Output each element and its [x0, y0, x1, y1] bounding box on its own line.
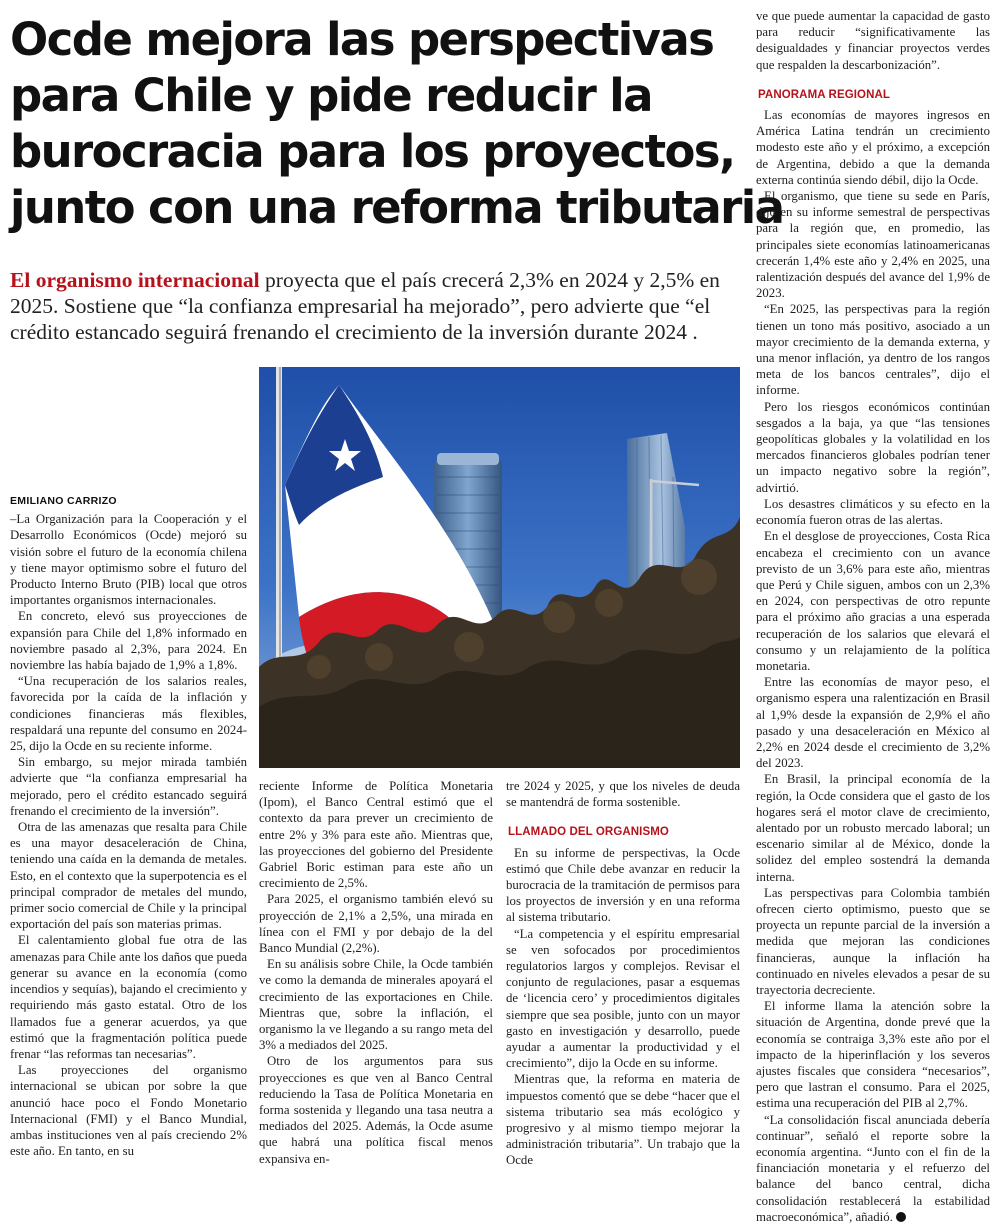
byline: EMILIANO CARRIZO	[10, 495, 117, 507]
body-paragraph: Mientras que, la reforma en materia de impuestos comentó que se debe “hacer que el sistema tributario sea más ecológico y progresivo y al mismo tiempo mejorar la administración tributaria”. Un trabajo que la Ocde	[506, 1072, 740, 1168]
body-paragraph: Los desastres climáticos y su efecto en la economía fueron otras de las alertas.	[756, 496, 990, 528]
headline-line: burocracia para los proyectos,	[10, 125, 735, 178]
headline-line: junto con una reforma tributaria	[10, 181, 784, 234]
body-paragraph: En el desglose de proyecciones, Costa Rica encabeza el crecimiento con un avance previsto de un 3,6% para este año, mientras que Perú y Chile siguen, ambos con un 2,3% en 2024, con perspectivas de otro repunte para el próximo año gracias a una esperada recuperación de los salarios que elevará el consumo y un relajamiento de la política monetaria.	[756, 529, 990, 673]
body-paragraph: Las economías de mayores ingresos en América Latina tendrán un crecimiento modesto este año y el próximo, a excepción de Argentina, debido a que la demanda externa continúa siendo débil, dijo la Ocde.	[756, 108, 990, 187]
lead-paragraph	[10, 267, 755, 345]
headline-line: para Chile y pide reducir la	[10, 69, 652, 122]
body-paragraph: tre 2024 y 2025, y que los niveles de deuda se mantendrá de forma sostenible.	[506, 779, 740, 810]
body-paragraph: ve que puede aumentar la capacidad de gasto para reducir “significativamente las desigualdades y financiar proyectos verdes que respalden la descarbonización”.	[756, 9, 990, 72]
lead-text: proyecta que el país crecerá 2,3% en 2024 y 2,5% en 2025. Sostiene que “la confianza empresarial ha mejorado”, pero advierte que “el crédito estancado seguirá frenando el crecimiento de la inversión durante 2024 .	[10, 268, 720, 344]
body-paragraph: Entre las economías de mayor peso, el organismo espera una ralentización en Brasil al 1,9% desde la expansión de 2,9% el año pasado y una desaceleración en México al 2,2% en 2024 desde el crecimiento de 3,2% del 2023.	[756, 675, 990, 771]
body-paragraph: Sin embargo, su mejor mirada también advierte que “la confianza empresarial ha mejorado, pero el crédito estancado seguirá frenando el crecimiento de la inversión”.	[10, 755, 247, 818]
body-paragraph: “Una recuperación de los salarios reales, favorecida por la caída de la inflación y condiciones financieras más flexibles, respaldará una repunte del consumo en 2024-25, dijo la Ocde en su reciente informe.	[10, 674, 247, 754]
article-column-2	[259, 778, 493, 1167]
lead-highlight: El organismo internacional	[10, 268, 260, 292]
section-subhead: LLAMADO DEL ORGANISMO	[508, 826, 669, 839]
body-paragraph: Otra de las amenazas que resalta para Chile es una mayor desaceleración de China, teniendo una caída en la demanda de metales. Esto, en el contexto que la superpotencia es el principal comprador de metales del mundo, primer socio comercial de Chile y la principal exportación del país son materias primas.	[10, 820, 247, 932]
body-paragraph: En su análisis sobre Chile, la Ocde también ve como la demanda de minerales apoyará el crecimiento de las exportaciones en Chile. Mientras que, sobre la inflación, el organismo la ve llegando a su rango meta del 3% a mediados del 2025.	[259, 957, 493, 1053]
body-paragraph: reciente Informe de Política Monetaria (Ipom), el Banco Central estimó que el contexto da para prever un crecimiento de entre 2% y 3% para este año. Mientras que, las proyecciones del gobierno del Presidente Gabriel Boric estiman para este año un crecimiento de 2,5%.	[259, 779, 493, 891]
end-mark-icon	[896, 1212, 906, 1222]
body-paragraph: En su informe de perspectivas, la Ocde estimó que Chile debe avanzar en reducir la burocracia de la tramitación de permisos para los proyectos de inversión y en una reforma al sistema tributario.	[506, 845, 740, 925]
article-column-4	[756, 8, 990, 1225]
body-paragraph: Las perspectivas para Colombia también ofrecen cierto optimismo, puesto que se proyecta un repunte parcial de la inversión a medida que mejoran las condiciones financieras, aunque la inflación ha continuado en niveles elevados a pesar de su trayectoria decreciente.	[756, 885, 990, 997]
body-paragraph: “En 2025, las perspectivas para la región tienen un tono más positivo, asociado a un mayor crecimiento de la demanda externa, y una menor inflación, ya dentro de los rangos meta de los bancos centrales”, dijo el informe.	[756, 302, 990, 398]
article-column-3	[506, 778, 740, 1169]
body-paragraph: El calentamiento global fue otra de las amenazas para Chile ante los daños que pueda generar su avance en la economía (como incendios y sequías), bajando el crecimiento y requiriendo más gasto estatal. Otro de los llamados fue a generar acuerdos, ya que estimó que la fragmentación política puede frenar “las reformas tan necesarias”.	[10, 933, 248, 1061]
body-paragraph: “La competencia y el espíritu empresarial se ven sofocados por procedimientos regulatorios largos y complejos. Revisar el conjunto de regulaciones, pasar a esquemas de ‘licencia cero’ y procedimientos digitales siempre que sea posible, junto con un mayor gasto en investigación y desarrollo, puede ayudar a aumentar la productividad y el crecimiento”, dijo la Ocde en su informe.	[506, 926, 740, 1071]
body-paragraph: Para 2025, el organismo también elevó su proyección de 2,1% a 2,5%, una mirada en línea con el FMI y por debajo de la del Banco Mundial (2,2%).	[259, 892, 493, 956]
headline	[10, 12, 784, 236]
body-paragraph: Pero los riesgos económicos continúan sesgados a la baja, ya que “las tensiones geopolíticas globales y la volatilidad en los mercados financieros globales podrían tener un impacto negativo sobre la región”, advirtió.	[756, 399, 990, 495]
body-paragraph: Otro de los argumentos para sus proyecciones es que ven al Banco Central reduciendo la Tasa de Política Monetaria en forma sostenida y llegando una tasa neutra a mediados del 2025. Además, la Ocde asume que habrá una política fiscal menos expansiva en-	[259, 1054, 493, 1166]
body-paragraph	[756, 1112, 990, 1225]
article-column-1	[10, 493, 247, 1159]
body-paragraph: En concreto, elevó sus proyecciones de expansión para Chile del 1,8% informado en noviembre pasado al 2,3%, para 2024. En noviembre las había bajado de 1,9% a 1,8%.	[10, 609, 247, 673]
body-paragraph: Las proyecciones del organismo internacional se ubican por sobre la que anunció hace poco el Fondo Monetario Internacional (FMI) y el Banco Mundial, ambas instituciones ven al país creciendo 2% este año. En tanto, en su	[10, 1063, 247, 1159]
body-paragraph: El organismo, que tiene su sede en París, dijo en su informe semestral de perspectivas para la región que, en promedio, las principales siete economías latinoamericanas crecerán 1,4% este año y 2,4% en 2025, una ralentización después del avance del 1,9% de 2023.	[756, 189, 990, 301]
body-paragraph: En Brasil, la principal economía de la región, la Ocde considera que el gasto de los hogares será el motor clave de crecimiento, alentado por un robusto mercado laboral; un escenario similar al de México, donde la solidez del empleo sostendrá la demanda interna.	[756, 772, 990, 884]
chile-flag-skyline-image	[259, 367, 740, 768]
article-photo	[259, 367, 740, 768]
body-paragraph: El informe llama la atención sobre la situación de Argentina, donde prevé que la economía se contraiga 3,3% este año por el impacto de la hiperinflación y los severos ajustes fiscales que considera “necesarios”, pero que lastran el consumo. Para el 2025, estima una recuperación del PIB al 2,7%.	[756, 999, 990, 1111]
section-subhead: PANORAMA REGIONAL	[758, 88, 891, 101]
body-paragraph: –La Organización para la Cooperación y el Desarrollo Económicos (Ocde) mejoró su visión sobre el futuro de la economía chilena y tiene mayor optimismo sobre el futuro del Producto Interno Bruto (PIB) local que otros importantes organismos internacionales.	[10, 512, 247, 608]
headline-line: Ocde mejora las perspectivas	[10, 13, 714, 66]
closing-text: “La consolidación fiscal anunciada debería continuar”, señaló el reporte sobre la economía argentina. “Junto con el fin de la financiación monetaria y el refuerzo del balance del banco central, dicha consolidación restablecerá la estabilidad macroeconómica”, añadió.	[756, 1112, 990, 1224]
